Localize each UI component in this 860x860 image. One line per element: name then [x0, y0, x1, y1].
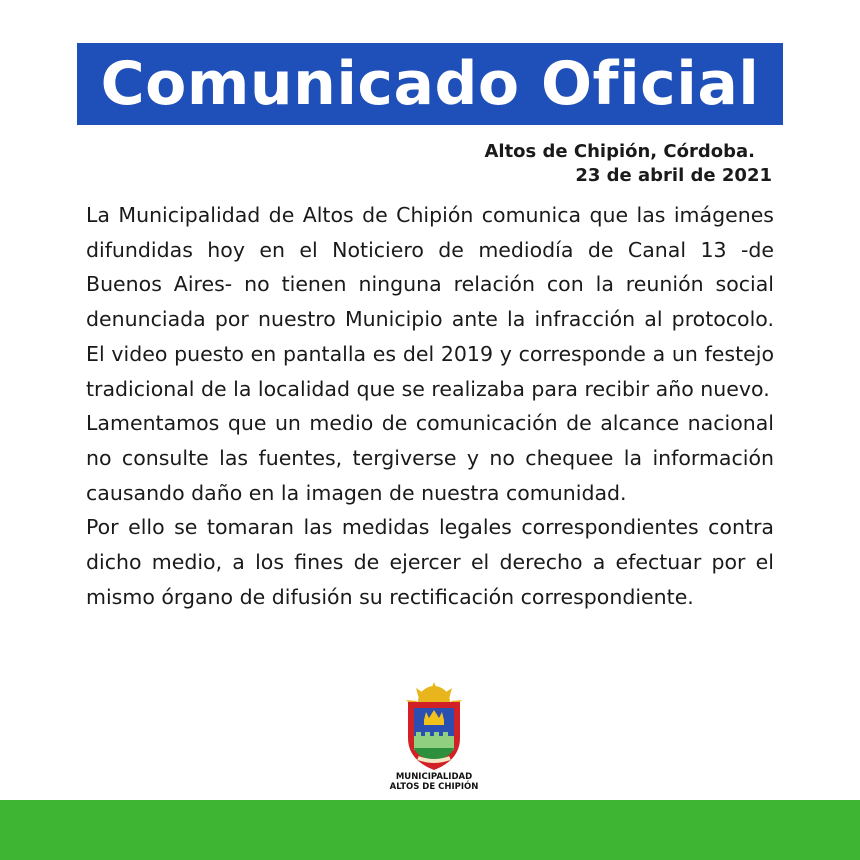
dateline — [372, 140, 772, 188]
logo-caption-line1: MUNICIPALIDAD — [395, 772, 473, 782]
footer-bar — [0, 800, 860, 860]
statement-body — [86, 198, 774, 614]
statement-paragraph-1: La Municipalidad de Altos de Chipión comunica que las imágenes difundidas hoy en el Noticiero de mediodía de Canal 13 -de Buenos Aires- no tienen ninguna relación con la reunión social denunciada por nuestro Municipio ante la infracción al protocolo. El video puesto en pantalla es del 2019 y corresponde a un festejo tradicional de la localidad que se realizaba para recibir año nuevo. — [86, 203, 774, 401]
dateline-place: Altos de Chipión, Córdoba. — [484, 141, 755, 162]
dateline-date: 23 de abril de 2021 — [575, 165, 772, 186]
logo-caption-line2: ALTOS DE CHIPIÓN — [389, 782, 479, 792]
statement-paragraph-3: Por ello se tomaran las medidas legales correspondientes contra dicho medio, a los fines de ejercer el derecho a efectuar por el mismo órgano de difusión su rectificación correspondiente. — [86, 515, 774, 609]
logo-caption — [364, 772, 504, 792]
statement-paragraph-2: Lamentamos que un medio de comunicación de alcance nacional no consulte las fuentes, tergiverse y no chequee la información causando daño en la imagen de nuestra comunidad. — [86, 411, 774, 505]
page-title: Comunicado Oficial — [100, 49, 760, 119]
title-banner — [77, 43, 783, 125]
